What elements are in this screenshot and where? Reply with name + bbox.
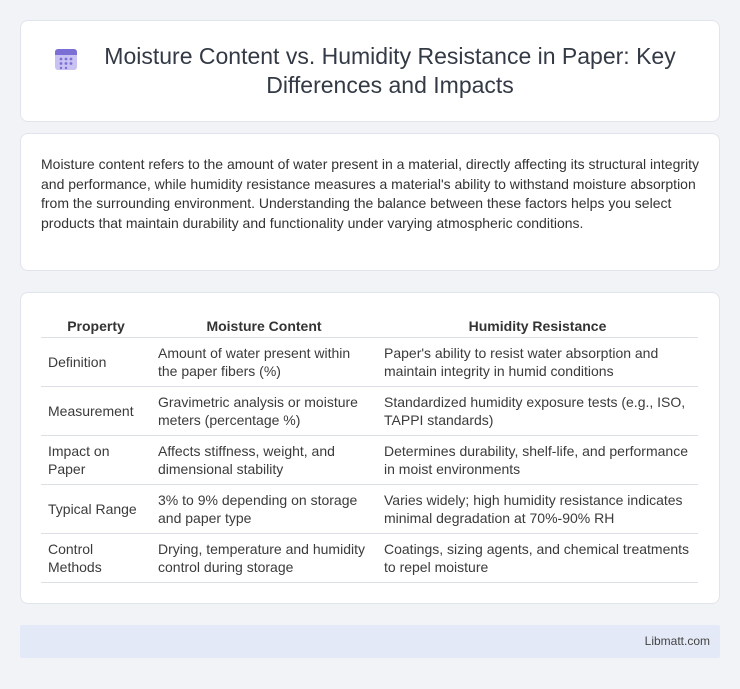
intro-paragraph: Moisture content refers to the amount of water present in a material, directly affecting its structural integrity and performance, while humidity resistance measures a material's ability to withstand moisture absorption from the surrounding environment. Understanding the balance between these factors helps you select products that maintain durability and functionality under varying atmospheric conditions. <box>41 156 700 231</box>
table-row <box>41 534 698 583</box>
header-moisture-content: Moisture Content <box>151 316 377 338</box>
footer <box>20 625 720 658</box>
comparison-table <box>41 316 698 583</box>
table-row <box>41 387 698 436</box>
header-property: Property <box>41 316 151 338</box>
page-title: Moisture Content vs. Humidity Resistance in Paper: Key Differences and Impacts <box>104 43 676 98</box>
table-header-row <box>41 316 698 338</box>
table-row <box>41 338 698 387</box>
row-label: Measurement <box>41 387 151 436</box>
humidity-cell: Paper's ability to resist water absorption and maintain integrity in humid conditions <box>377 338 698 387</box>
intro-card <box>20 133 720 271</box>
footer-brand-link[interactable]: Libmatt.com <box>644 634 710 648</box>
humidity-cell: Standardized humidity exposure tests (e.g., ISO, TAPPI standards) <box>377 387 698 436</box>
row-label: Impact on Paper <box>41 436 151 485</box>
comparison-table-card <box>20 292 720 604</box>
table-row <box>41 485 698 534</box>
humidity-cell: Coatings, sizing agents, and chemical treatments to repel moisture <box>377 534 698 583</box>
header-humidity-resistance: Humidity Resistance <box>377 316 698 338</box>
row-label: Typical Range <box>41 485 151 534</box>
humidity-cell: Varies widely; high humidity resistance indicates minimal degradation at 70%-90% RH <box>377 485 698 534</box>
title-card <box>20 20 720 122</box>
humidity-cell: Determines durability, shelf-life, and performance in moist environments <box>377 436 698 485</box>
row-label: Control Methods <box>41 534 151 583</box>
moisture-cell: Amount of water present within the paper fibers (%) <box>151 338 377 387</box>
moisture-cell: Drying, temperature and humidity control during storage <box>151 534 377 583</box>
table-row <box>41 436 698 485</box>
moisture-cell: Affects stiffness, weight, and dimensional stability <box>151 436 377 485</box>
row-label: Definition <box>41 338 151 387</box>
moisture-cell: 3% to 9% depending on storage and paper type <box>151 485 377 534</box>
moisture-cell: Gravimetric analysis or moisture meters (percentage %) <box>151 387 377 436</box>
